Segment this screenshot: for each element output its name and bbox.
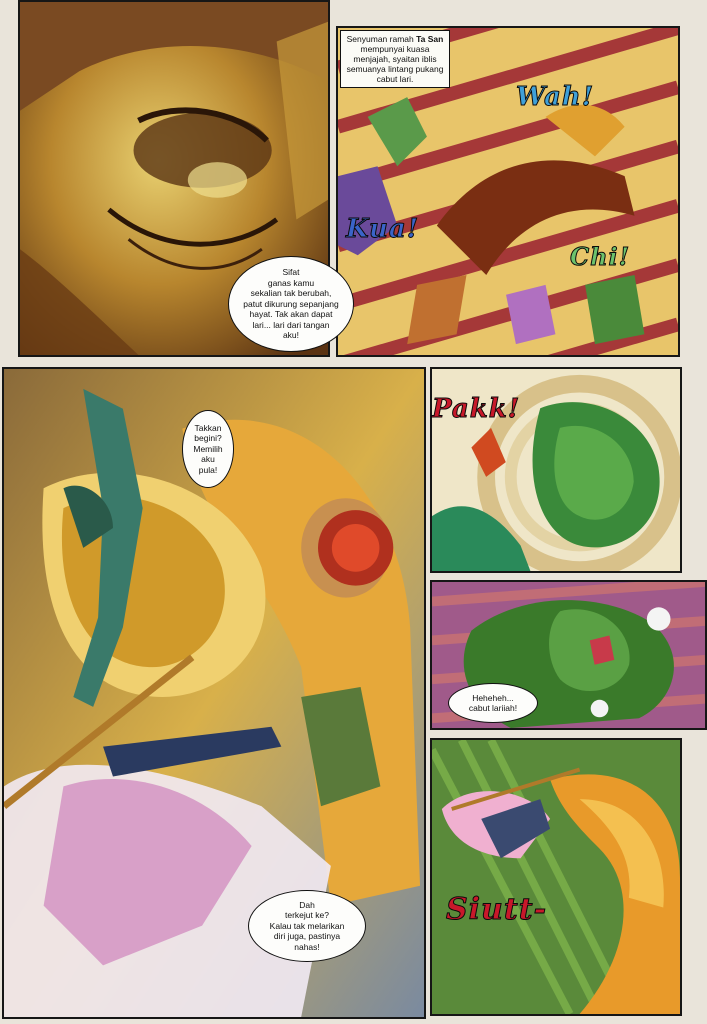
caption-name-bold: Ta San: [416, 34, 444, 44]
sfx-pakk: Pakk!: [432, 394, 521, 424]
speech-bubble-heheheh: [448, 683, 538, 723]
speech-text-dah: Dah terkejut ke? Kalau tak melarikan diri juga, pastinya nahas!: [269, 899, 345, 952]
sfx-siutt: Siutt-: [446, 892, 548, 927]
speech-bubble-takkan: [182, 410, 234, 488]
caption-text-after: mempunyai kuasa menjajah, syaitan iblis semuanya lintang pukang cabut lari.: [346, 44, 444, 84]
panel-girl-leaping: [430, 738, 682, 1016]
narration-caption: [340, 30, 450, 88]
speech-bubble-dah: [248, 890, 366, 962]
speech-text-heheheh: Heheheh... cabut lariiah!: [468, 692, 518, 713]
sfx-wah: Wah!: [516, 82, 595, 112]
sfx-kua: Kua!: [346, 214, 420, 244]
caption-text-before: Senyuman ramah: [346, 34, 417, 44]
speech-text-sifat: Sifat ganas kamu sekalian tak berubah, patut dikurung sepanjang hayat. Tak akan dapat lari... lari dari tangan aku!: [243, 267, 339, 341]
speech-bubble-sifat: [228, 256, 354, 352]
girl-leaping-art: [432, 740, 680, 1014]
sfx-chi: Chi!: [570, 242, 631, 271]
speech-text-takkan: Takkan begini? Memilih aku pula!: [193, 422, 223, 475]
